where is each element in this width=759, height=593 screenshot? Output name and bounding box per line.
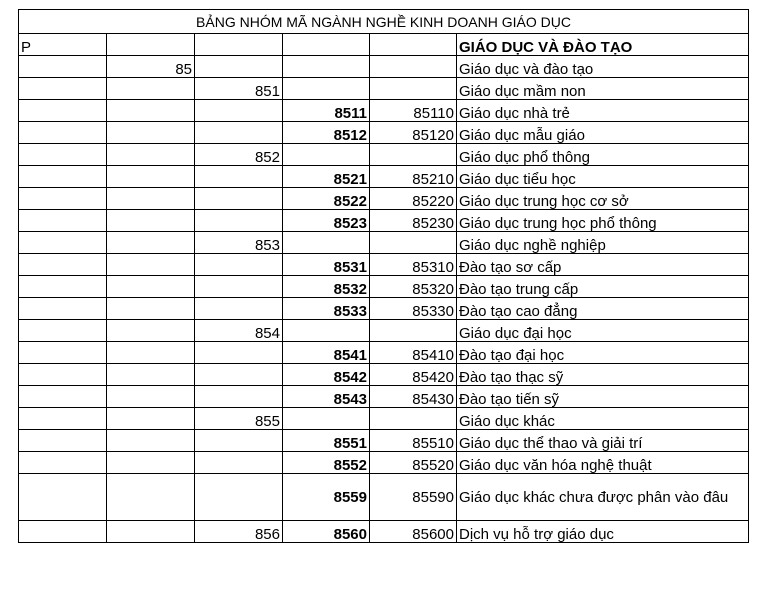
section-cell xyxy=(19,188,107,210)
table-row xyxy=(19,452,749,474)
section-cell xyxy=(19,100,107,122)
section-cell xyxy=(19,232,107,254)
industry-name: Giáo dục khác chưa được phân vào đâu xyxy=(457,474,749,521)
section-cell xyxy=(19,364,107,386)
division-code xyxy=(107,254,195,276)
division-code xyxy=(107,78,195,100)
group-code: 851 xyxy=(195,78,283,100)
class-code xyxy=(283,232,370,254)
division-code xyxy=(107,298,195,320)
division-code xyxy=(107,232,195,254)
table-row xyxy=(19,210,749,232)
subclass-code xyxy=(370,320,457,342)
industry-name: Đào tạo tiến sỹ xyxy=(457,386,749,408)
section-cell xyxy=(19,408,107,430)
group-code xyxy=(195,56,283,78)
division-code xyxy=(107,34,195,56)
subclass-code: 85210 xyxy=(370,166,457,188)
industry-name: Giáo dục nghề nghiệp xyxy=(457,232,749,254)
group-code xyxy=(195,166,283,188)
section-cell xyxy=(19,342,107,364)
class-code: 8541 xyxy=(283,342,370,364)
class-code xyxy=(283,408,370,430)
subclass-code: 85510 xyxy=(370,430,457,452)
class-code: 8552 xyxy=(283,452,370,474)
division-code xyxy=(107,386,195,408)
section-cell xyxy=(19,210,107,232)
group-code xyxy=(195,452,283,474)
section-cell xyxy=(19,386,107,408)
division-code xyxy=(107,452,195,474)
subclass-code: 85110 xyxy=(370,100,457,122)
section-cell xyxy=(19,298,107,320)
title-row xyxy=(19,10,749,34)
section-cell xyxy=(19,254,107,276)
section-cell xyxy=(19,276,107,298)
subclass-code xyxy=(370,56,457,78)
class-code: 8521 xyxy=(283,166,370,188)
section-cell xyxy=(19,430,107,452)
class-code: 8542 xyxy=(283,364,370,386)
class-code: 8522 xyxy=(283,188,370,210)
table-row xyxy=(19,56,749,78)
table-row xyxy=(19,408,749,430)
table-row xyxy=(19,144,749,166)
section-cell xyxy=(19,166,107,188)
group-code xyxy=(195,474,283,521)
subclass-code xyxy=(370,34,457,56)
group-code xyxy=(195,34,283,56)
section-cell xyxy=(19,521,107,543)
group-code xyxy=(195,254,283,276)
subclass-code: 85430 xyxy=(370,386,457,408)
industry-name: Giáo dục trung học cơ sở xyxy=(457,188,749,210)
group-code xyxy=(195,386,283,408)
industry-name: Giáo dục đại học xyxy=(457,320,749,342)
class-code xyxy=(283,320,370,342)
table-row xyxy=(19,521,749,543)
subclass-code: 85420 xyxy=(370,364,457,386)
section-cell xyxy=(19,78,107,100)
division-code xyxy=(107,144,195,166)
table-row xyxy=(19,100,749,122)
subclass-code xyxy=(370,144,457,166)
industry-name: Giáo dục mẫu giáo xyxy=(457,122,749,144)
industry-name: GIÁO DỤC VÀ ĐÀO TẠO xyxy=(457,34,749,56)
class-code xyxy=(283,144,370,166)
group-code xyxy=(195,276,283,298)
industry-name: Giáo dục nhà trẻ xyxy=(457,100,749,122)
industry-name: Giáo dục tiểu học xyxy=(457,166,749,188)
division-code xyxy=(107,122,195,144)
industry-name: Đào tạo cao đẳng xyxy=(457,298,749,320)
industry-name: Giáo dục văn hóa nghệ thuật xyxy=(457,452,749,474)
class-code: 8551 xyxy=(283,430,370,452)
division-code xyxy=(107,276,195,298)
industry-name: Đào tạo trung cấp xyxy=(457,276,749,298)
table-row xyxy=(19,298,749,320)
section-cell xyxy=(19,320,107,342)
table-row xyxy=(19,254,749,276)
subclass-code: 85230 xyxy=(370,210,457,232)
division-code xyxy=(107,474,195,521)
class-code: 8560 xyxy=(283,521,370,543)
group-code xyxy=(195,210,283,232)
industry-name: Dịch vụ hỗ trợ giáo dục xyxy=(457,521,749,543)
class-code: 8512 xyxy=(283,122,370,144)
division-code xyxy=(107,342,195,364)
table-row xyxy=(19,430,749,452)
division-code xyxy=(107,320,195,342)
industry-name: Đào tạo thạc sỹ xyxy=(457,364,749,386)
class-code: 8532 xyxy=(283,276,370,298)
table-body xyxy=(19,10,749,543)
subclass-code: 85590 xyxy=(370,474,457,521)
industry-name: Đào tạo đại học xyxy=(457,342,749,364)
table-row xyxy=(19,320,749,342)
group-code xyxy=(195,188,283,210)
class-code: 8523 xyxy=(283,210,370,232)
division-code xyxy=(107,100,195,122)
table-row xyxy=(19,342,749,364)
subclass-code: 85220 xyxy=(370,188,457,210)
table-row xyxy=(19,386,749,408)
industry-name: Giáo dục phổ thông xyxy=(457,144,749,166)
class-code: 8559 xyxy=(283,474,370,521)
industry-name: Giáo dục trung học phổ thông xyxy=(457,210,749,232)
division-code xyxy=(107,364,195,386)
division-code xyxy=(107,430,195,452)
class-code: 8543 xyxy=(283,386,370,408)
subclass-code: 85600 xyxy=(370,521,457,543)
group-code xyxy=(195,298,283,320)
division-code xyxy=(107,408,195,430)
division-code: 85 xyxy=(107,56,195,78)
group-code xyxy=(195,430,283,452)
group-code xyxy=(195,122,283,144)
subclass-code xyxy=(370,408,457,430)
table-row xyxy=(19,232,749,254)
division-code xyxy=(107,521,195,543)
table-row xyxy=(19,122,749,144)
class-code: 8511 xyxy=(283,100,370,122)
subclass-code xyxy=(370,232,457,254)
subclass-code: 85320 xyxy=(370,276,457,298)
subclass-code: 85520 xyxy=(370,452,457,474)
subclass-code xyxy=(370,78,457,100)
group-code xyxy=(195,364,283,386)
industry-name: Giáo dục mầm non xyxy=(457,78,749,100)
table-row xyxy=(19,276,749,298)
table-row xyxy=(19,34,749,56)
division-code xyxy=(107,188,195,210)
table-row xyxy=(19,78,749,100)
subclass-code: 85120 xyxy=(370,122,457,144)
class-code xyxy=(283,34,370,56)
group-code: 855 xyxy=(195,408,283,430)
section-cell xyxy=(19,452,107,474)
subclass-code: 85330 xyxy=(370,298,457,320)
division-code xyxy=(107,166,195,188)
class-code: 8533 xyxy=(283,298,370,320)
table-row xyxy=(19,364,749,386)
table-row xyxy=(19,188,749,210)
section-cell xyxy=(19,56,107,78)
table-row xyxy=(19,474,749,521)
group-code: 853 xyxy=(195,232,283,254)
division-code xyxy=(107,210,195,232)
class-code: 8531 xyxy=(283,254,370,276)
section-cell xyxy=(19,474,107,521)
industry-code-table xyxy=(18,9,749,543)
section-cell: P xyxy=(19,34,107,56)
industry-name: Giáo dục và đào tạo xyxy=(457,56,749,78)
industry-name: Giáo dục thể thao và giải trí xyxy=(457,430,749,452)
industry-name: Đào tạo sơ cấp xyxy=(457,254,749,276)
group-code: 856 xyxy=(195,521,283,543)
group-code xyxy=(195,342,283,364)
group-code: 852 xyxy=(195,144,283,166)
table-row xyxy=(19,166,749,188)
class-code xyxy=(283,56,370,78)
industry-name: Giáo dục khác xyxy=(457,408,749,430)
table-title: BẢNG NHÓM MÃ NGÀNH NGHỀ KINH DOANH GIÁO DỤC xyxy=(19,10,749,34)
subclass-code: 85410 xyxy=(370,342,457,364)
group-code: 854 xyxy=(195,320,283,342)
subclass-code: 85310 xyxy=(370,254,457,276)
class-code xyxy=(283,78,370,100)
group-code xyxy=(195,100,283,122)
section-cell xyxy=(19,122,107,144)
section-cell xyxy=(19,144,107,166)
